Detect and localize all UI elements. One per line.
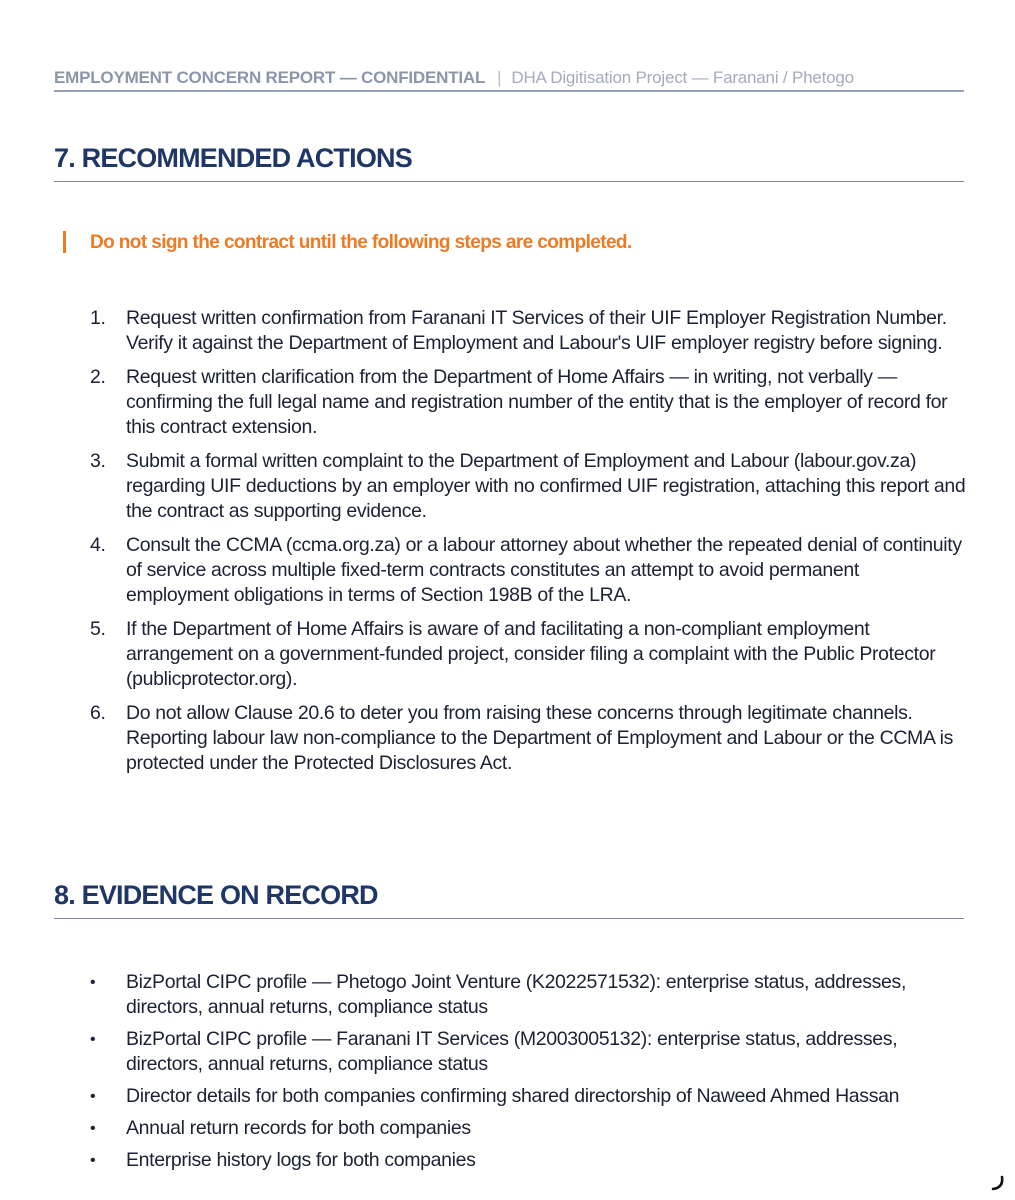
- page-curl-icon: [988, 1174, 1006, 1192]
- evidence-list: [0, 970, 1015, 1180]
- bullet-icon: •: [90, 1120, 96, 1137]
- action-item-number: 5.: [90, 618, 106, 640]
- evidence-item: [0, 1027, 966, 1077]
- action-item-text: If the Department of Home Affairs is aware of and facilitating a non-compliant employment arrangement on a government-funded project, consider filing a complaint with the Public Protector (publicprotector.org).: [126, 618, 936, 690]
- action-item-number: 1.: [90, 307, 106, 329]
- action-item-number: 2.: [90, 366, 106, 388]
- action-item-number: 4.: [90, 534, 106, 556]
- action-item-text: Consult the CCMA (ccma.org.za) or a labour attorney about whether the repeated denial of continuity of service across multiple fixed-term contracts constitutes an attempt to avoid permanent employment obligations in terms of Section 198B of the LRA.: [126, 534, 962, 606]
- bullet-icon: •: [90, 1088, 96, 1105]
- running-header: [54, 67, 964, 89]
- action-item: [0, 365, 966, 440]
- section-8-title: 8. EVIDENCE ON RECORD: [54, 880, 378, 910]
- evidence-item: [0, 1116, 966, 1141]
- section-8-divider: [54, 918, 964, 919]
- action-item-number: 6.: [90, 702, 106, 724]
- action-item: [0, 533, 966, 608]
- header-separator: |: [497, 68, 502, 87]
- action-item: [0, 701, 966, 776]
- evidence-item: [0, 1084, 966, 1109]
- action-item-text: Submit a formal written complaint to the Department of Employment and Labour (labour.gov.za) regarding UIF deductions by an employer with no confirmed UIF registration, attaching this report and the contract as supporting evidence.: [126, 450, 966, 522]
- evidence-item: [0, 1148, 966, 1173]
- evidence-item-text: BizPortal CIPC profile — Faranani IT Services (M2003005132): enterprise status, addresses, directors, annual returns, compliance status: [126, 1028, 898, 1075]
- action-item: [0, 617, 966, 692]
- action-item: [0, 306, 966, 356]
- action-item-number: 3.: [90, 450, 106, 472]
- evidence-item-text: Director details for both companies confirming shared directorship of Naweed Ahmed Hassan: [126, 1085, 900, 1107]
- bullet-icon: •: [90, 1152, 96, 1169]
- evidence-item-text: BizPortal CIPC profile — Phetogo Joint Venture (K2022571532): enterprise status, addresses, directors, annual returns, compliance status: [126, 971, 907, 1018]
- section-7-title: 7. RECOMMENDED ACTIONS: [54, 143, 412, 173]
- evidence-item: [0, 970, 966, 1020]
- callout-accent-bar: [63, 231, 66, 253]
- bullet-icon: •: [90, 1031, 96, 1048]
- evidence-item-text: Enterprise history logs for both companies: [126, 1149, 476, 1171]
- warning-callout: [63, 229, 963, 257]
- action-item: [0, 449, 966, 524]
- action-item-text: Request written confirmation from Faranani IT Services of their UIF Employer Registration Number. Verify it against the Department of Employment and Labour's UIF employer registry before signing.: [126, 307, 947, 354]
- evidence-item-text: Annual return records for both companies: [126, 1117, 471, 1139]
- action-item-text: Do not allow Clause 20.6 to deter you from raising these concerns through legitimate channels. Reporting labour law non-compliance to the Department of Employment and Labour or the CCMA is protected under the Protected Disclosures Act.: [126, 702, 953, 774]
- section-7-divider: [54, 181, 964, 182]
- bullet-icon: •: [90, 974, 96, 991]
- action-item-text: Request written clarification from the Department of Home Affairs — in writing, not verbally — confirming the full legal name and registration number of the entity that is the employer of record for this contract extension.: [126, 366, 948, 438]
- header-project-name: DHA Digitisation Project — Faranani / Phetogo: [511, 68, 854, 87]
- header-divider: [54, 90, 964, 92]
- callout-text: Do not sign the contract until the following steps are completed.: [90, 232, 632, 253]
- recommended-actions-list: [0, 306, 1015, 785]
- header-report-title: EMPLOYMENT CONCERN REPORT — CONFIDENTIAL: [54, 68, 486, 87]
